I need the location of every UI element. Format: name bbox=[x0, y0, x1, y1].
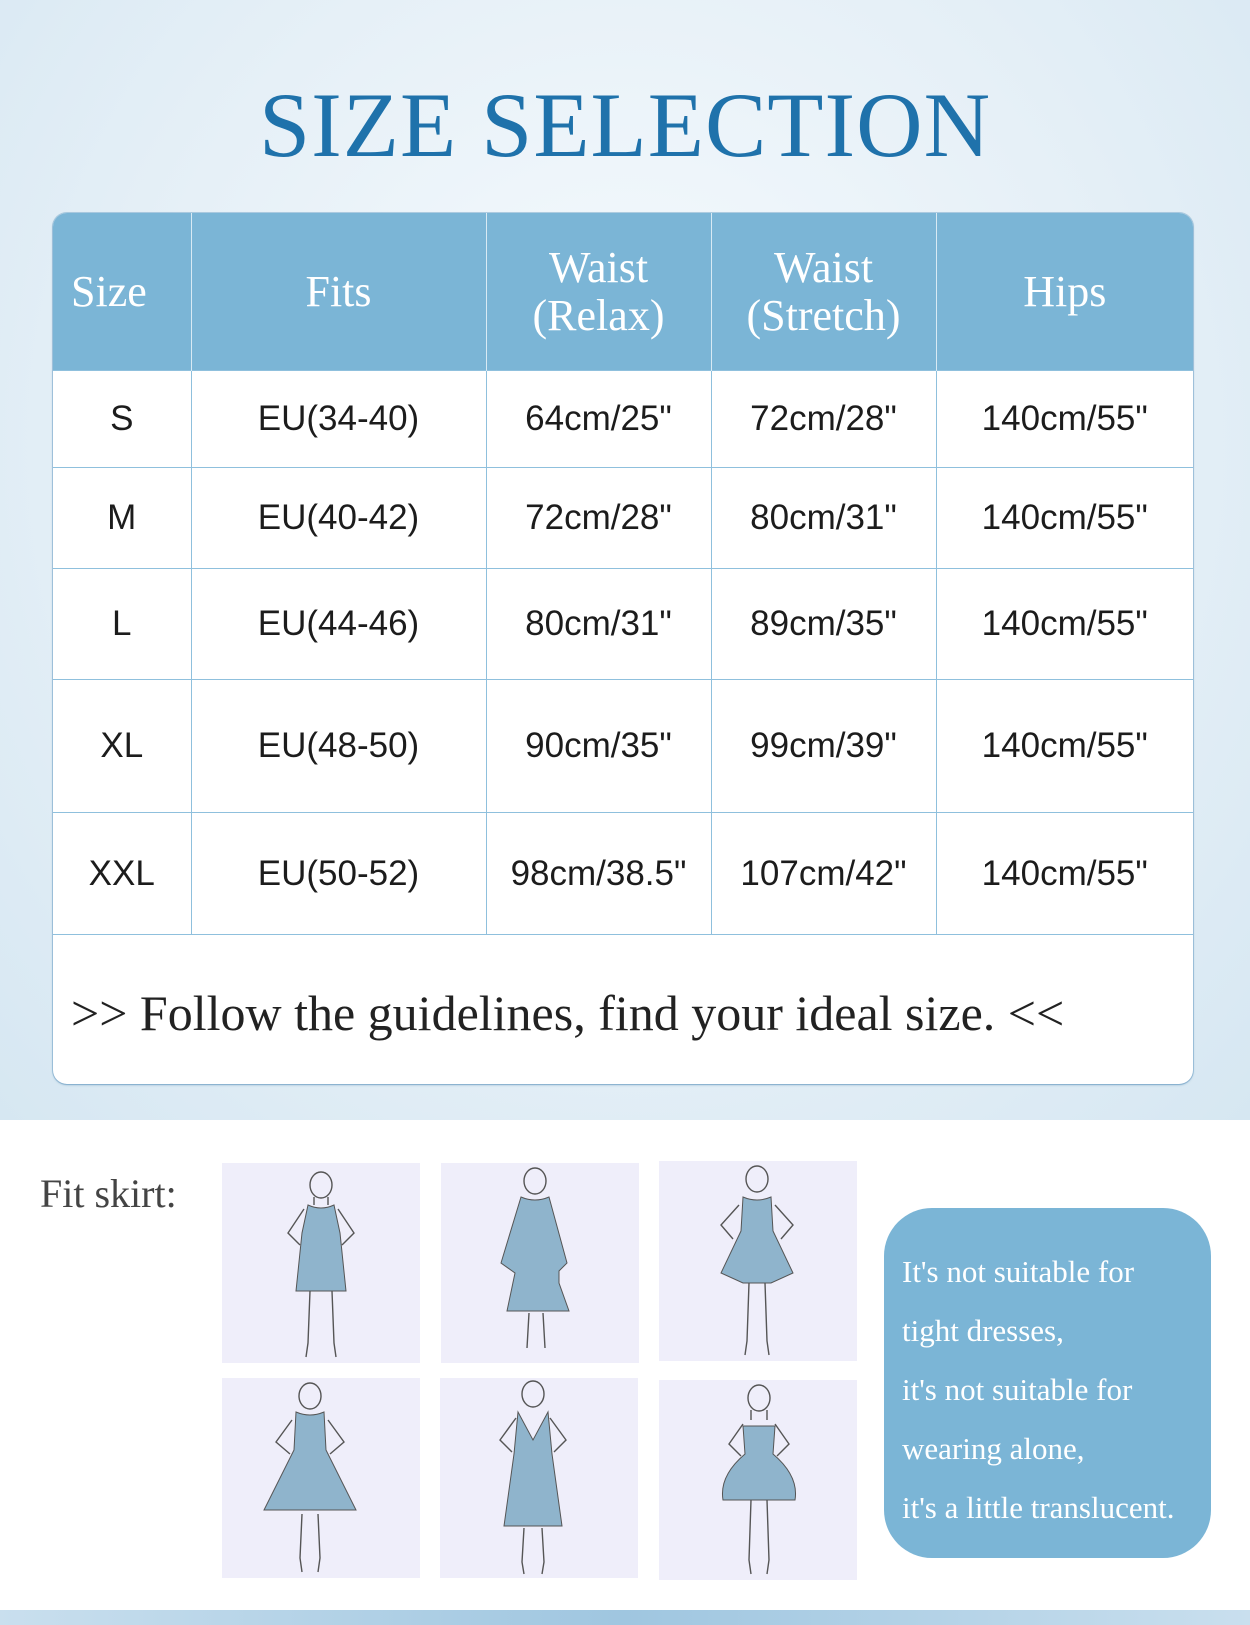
cell-fits: EU(40-42) bbox=[191, 468, 486, 569]
cell-waist-stretch: 99cm/39" bbox=[711, 680, 936, 813]
cell-hips: 140cm/55" bbox=[936, 468, 1193, 569]
table-row bbox=[53, 468, 1193, 569]
strapless-dress-icon bbox=[659, 1380, 857, 1580]
cell-hips: 140cm/55" bbox=[936, 371, 1193, 468]
cell-waist-relax: 64cm/25" bbox=[486, 371, 711, 468]
cell-size: M bbox=[53, 468, 191, 569]
cell-size: L bbox=[53, 569, 191, 680]
page-title: SIZE SELECTION bbox=[258, 74, 992, 176]
notice-line: wearing alone, bbox=[902, 1431, 1085, 1466]
table-row bbox=[53, 371, 1193, 468]
table-row-divider bbox=[53, 935, 1193, 936]
size-chart-card bbox=[53, 213, 1193, 1084]
cell-hips: 140cm/55" bbox=[936, 569, 1193, 680]
cell-size: XL bbox=[53, 680, 191, 813]
cell-waist-relax: 90cm/35" bbox=[486, 680, 711, 813]
cell-waist-relax: 98cm/38.5" bbox=[486, 813, 711, 935]
notice-box bbox=[884, 1208, 1211, 1558]
header-waist-relax: Waist (Relax) bbox=[486, 213, 711, 371]
cell-waist-stretch: 89cm/35" bbox=[711, 569, 936, 680]
cell-waist-relax: 72cm/28" bbox=[486, 468, 711, 569]
table-row bbox=[53, 569, 1193, 680]
notice-line: tight dresses, bbox=[902, 1313, 1064, 1348]
cell-waist-relax: 80cm/31" bbox=[486, 569, 711, 680]
a-line-dress-icon bbox=[222, 1378, 420, 1578]
table-row bbox=[53, 813, 1193, 935]
cell-fits: EU(34-40) bbox=[191, 371, 486, 468]
cell-fits: EU(44-46) bbox=[191, 569, 486, 680]
cell-hips: 140cm/55" bbox=[936, 813, 1193, 935]
cell-waist-stretch: 107cm/42" bbox=[711, 813, 936, 935]
fit-skirt-label: Fit skirt: bbox=[40, 1171, 177, 1216]
cell-fits: EU(50-52) bbox=[191, 813, 486, 935]
v-neck-dress-icon bbox=[440, 1378, 638, 1578]
swing-dress-icon bbox=[659, 1161, 857, 1361]
cape-dress-icon bbox=[441, 1163, 639, 1363]
header-waist-stretch: Waist (Stretch) bbox=[711, 213, 936, 371]
cell-size: XXL bbox=[53, 813, 191, 935]
size-table bbox=[53, 213, 1193, 936]
shift-dress-icon bbox=[222, 1163, 420, 1363]
table-row bbox=[53, 680, 1193, 813]
header-hips: Hips bbox=[936, 213, 1193, 371]
cell-size: S bbox=[53, 371, 191, 468]
cell-waist-stretch: 80cm/31" bbox=[711, 468, 936, 569]
header-fits: Fits bbox=[191, 213, 486, 371]
guideline-text: >> Follow the guidelines, find your ideal size. << bbox=[71, 985, 1065, 1041]
cell-hips: 140cm/55" bbox=[936, 680, 1193, 813]
notice-line: it's not suitable for bbox=[902, 1372, 1133, 1407]
notice-line: it's a little translucent. bbox=[902, 1490, 1175, 1525]
header-size: Size bbox=[53, 213, 191, 371]
notice-line: It's not suitable for bbox=[902, 1254, 1135, 1289]
bottom-strip bbox=[0, 1610, 1250, 1625]
cell-waist-stretch: 72cm/28" bbox=[711, 371, 936, 468]
table-header-row bbox=[53, 213, 1193, 371]
cell-fits: EU(48-50) bbox=[191, 680, 486, 813]
